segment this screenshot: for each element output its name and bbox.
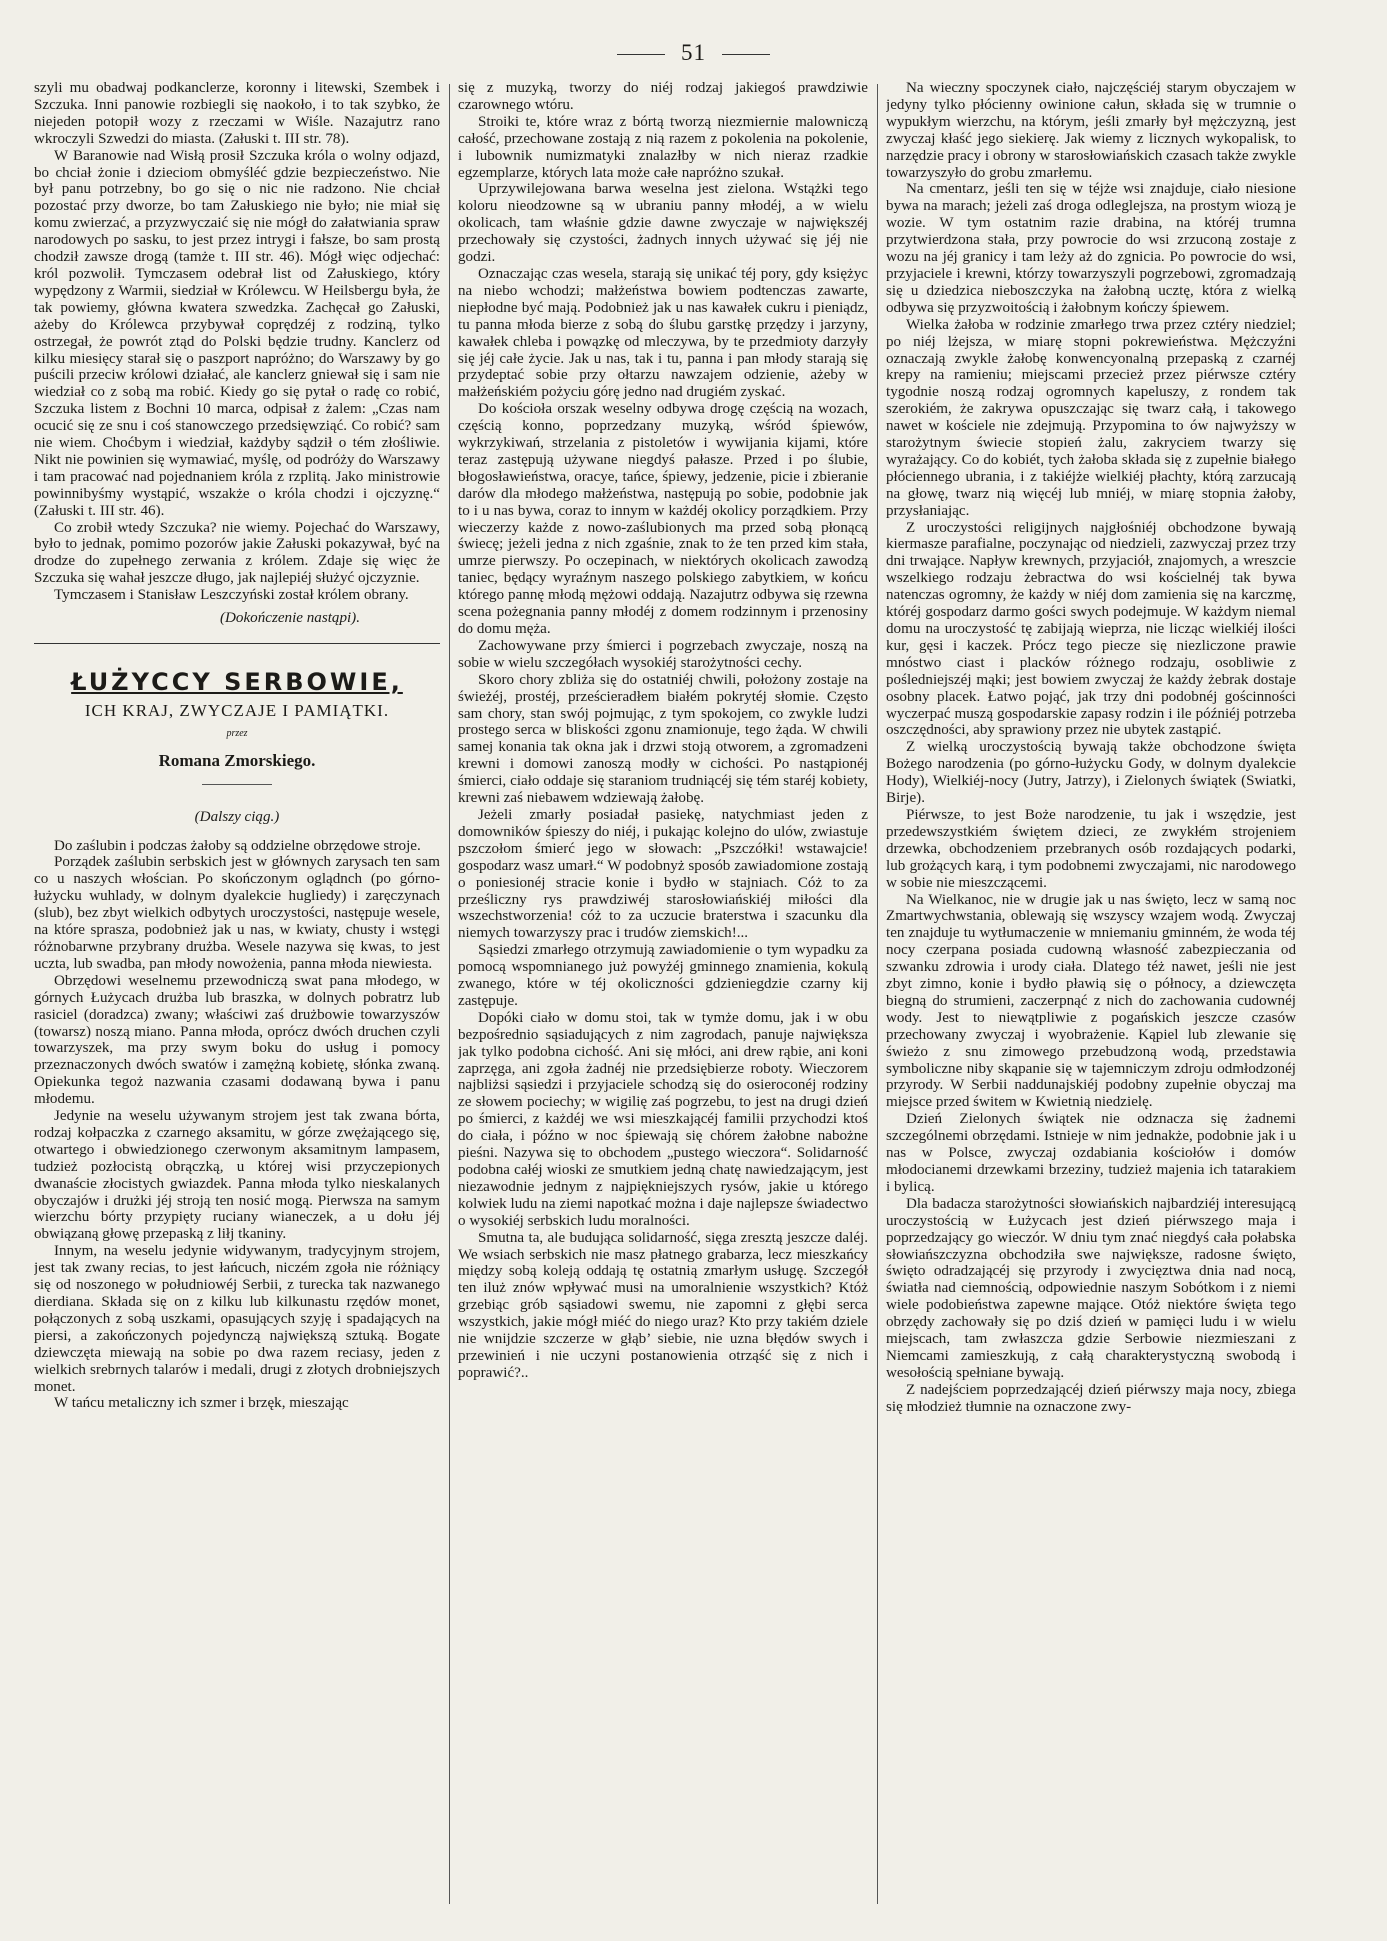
paragraph: Smutna ta, ale budująca solidarność, sięga zresztą jeszcze daléj. We wsiach serbskich nie masz płatnego grabarza, lecz mieszkańcy między sobą koleją oddają tę ostatnią zmarłym usługę. Szczegół ten iluż znów wpływać musi na umoralnienie wszystkich? Któż grzebiąc grób sąsiadowi swemu, nie zapomni z głębi serca wszystkich, jakie mógł miéć do niego uraz? Kto przy takiém dziele nie wnijdzie szczerze w głąb’ siebie, nie uzna błędów swych i przewinień i nie uczyni postanowienia otrząść się z nich i poprawić?.. <box>458 1229 868 1381</box>
paragraph: Uprzywilejowana barwa weselna jest zielona. Wstążki tego koloru nieodzowne są w ubraniu panny młodéj, a w wielu okolicach, tam właśnie gdzie dawne zwyczaje w największéj przechowały się czystości, żadnych innych używać się jéj nie godzi. <box>458 181 868 266</box>
paragraph: Do zaślubin i podczas żałoby są oddzielne obrzędowe stroje. <box>54 837 421 854</box>
paragraph: Na wieczny spoczynek ciało, najczęściéj starym obyczajem w jedyny tylko płócienny owinione całun, składa się w trumnie o wypukłym wierzchu, na którym, jeśli zmarły był mężczyzną, jest zwyczaj kłaść jego siekierę. Jak wiemy z licznych wykopalisk, to narzędzie pracy i obrony w starosłowiańskich czasach także zwykle towarzyszyło do grobu zmarłemu. <box>886 80 1296 181</box>
header-dash-right <box>722 54 770 55</box>
column-1 <box>34 80 440 1910</box>
paragraph: Co zrobił wtedy Szczuka? nie wiemy. Pojechać do Warszawy, było to jednak, pomimo pozorów jakie Załuski pokazywał, być na drodze do zupełnego zerwania z królem. Zdaje się więc że Szczuka się wahał jeszcze długo, jak najlepiéj służyć ojczyznie. <box>34 519 440 587</box>
paragraph: Skoro chory zbliża się do ostatniéj chwili, położony zostaje na świeżéj, prostéj, prześcieradłem białém pokrytéj słomie. Często sam chory, stan swój pojmując, z tym spokojem, co zwykle ludzi prostego serca w bliskości zgonu znamionuje, tego żąda. W chwili samej konania tak okna jak i drzwi stoją otworem, a zgromadzeni krewni i domowi zanoszą modły w cichości. Po nastąpionéj śmierci, ciało oddaje się staraniom trudniącéj się tém staréj kobiety, krewni zaś niebawem wdziewają żałobę. <box>458 671 868 807</box>
paragraph: Obrzędowi weselnemu przewodniczą swat pana młodego, w górnych Łużycach drużba lub braszka, w dolnych pobratrz lub rasiciel (doradzca) zwany; właściwi zaś drużbowie towarzyszów (towarsz) noszą miano. Panna młoda, oprócz dwóch druchen czyli towarzyszek, ma przy swym boku do usług i pomocy przeznaczonych dwóch swatów i zamężną kobietę, słónka zwaną. Opiekunka tegoż nazwania czasami dodawaną bywa i panu młodemu. <box>34 972 440 1108</box>
article-divider <box>34 643 440 644</box>
short-rule <box>202 784 272 785</box>
paragraph: Piérwsze, to jest Boże narodzenie, tu jak i wszędzie, jest przedewszystkiém świętem dzieci, ze zwykłém strojeniem drzewka, obchodzeniem przebranych osób rozdających podarki, lub grożących karą, i tym podobnemi zwyczajami, nic narodowego w sobie nie mieszczącemi. <box>886 806 1296 891</box>
paragraph: Z wielką uroczystością bywają także obchodzone święta Bożego narodzenia (po górno-łużycku Gody, w dolnym dyalekcie Hody), Wielkiéj-nocy (Jutry, Jatrzy), i Zielonych świątek (Swiatki, Birje). <box>886 739 1296 807</box>
page-number: 51 <box>681 40 706 65</box>
paragraph: Z nadejściem poprzedzającéj dzień piérwszy maja nocy, zbiega się młodzież tłumnie na oznaczone zwy- <box>886 1381 1296 1415</box>
paragraph: Na cmentarz, jeśli ten się w téjże wsi znajduje, ciało niesione bywa na marach; jeżeli zaś droga odleglejsza, na prostym wiozą je wozie. W tym ostatnim razie drabina, na któréj trumna przytwierdzona stała, przy powrocie do wsi zrzuconą zostaje z wozu na jéj granicy i tam leży aż do zgnicia. Po powrocie do wsi, przyjaciele i krewni, którzy towarzyszyli pogrzebowi, zgromadzają się u dziedzica nieboszczyka na żałobną ucztę, która z wielką odbywa się przyzwoitością i żałobnym kończy śpiewem. <box>886 181 1296 316</box>
paragraph: Jedynie na weselu używanym strojem jest tak zwana bórta, rodzaj kołpaczka z czarnego aksamitu, w górze zwężającego się, otwartego i obwiedzionego czerwonym aksamitnym lampasem, tudzież pozłocistą obrączką, u której wisi przyczepionych dwanaście złocistych gwiazdek. Panna młoda tylko nieskalanych obyczajów i drużki jéj stroją ten nosić mogą. Pierwsza na samym wierzchu bórty przypięty ruciany wianeczek, a u dołu jéj obwiązaną głowę przepaską z liłj tkaniny. <box>34 1108 440 1243</box>
column-3 <box>886 80 1296 1910</box>
paragraph: Z uroczystości religijnych najgłośniéj obchodzone bywają kiermasze parafialne, poczynając od niedzieli, zazwyczaj przez trzy dni trwające. Napływ krewnych, przyjaciół, znajomych, a wreszcie wszelkiego rodzaju żebractwa do wsi kościelnéj tak bywa natenczas ogromny, że każdy w niéj dom zamienia się na karczmę, któréj gospodarz darmo gości swych podejmuje. W każdym niemal domu na uroczystość tę zabijają wieprza, nie licząc wielkiéj ilości kur, gęsi i kaczek. Prócz tego piecze się niezliczone prawie mnóstwo ciast i placków różnego rodzaju, osobliwie z pośledniejszéj mąki; jest bowiem zwyczaj że każdy żebrak dostaje osobny placek. Łatwo pojąć, jak trzy dni podobnéj gościnności wyczerpać muszą gospodarskie zapasy rodzin i ile późniéj potrzeba oszczędności, aby sprawiony przez nie ubytek zastąpić. <box>886 519 1296 739</box>
paragraph: Jeżeli zmarły posiadał pasiekę, natychmiast jeden z domowników śpieszy do niéj, i pukając kolejno do ulów, zwiastuje pszczołom śmierć jego w słowach: „Pszczółki! wstawajcie! gospodarz wasz umarł.“ W podobnyż sposób zawiadomione zostają o poniesionéj stracie konie i bydło w stajniach. Cóż to za prześliczny rys prawdziwéj starosłowiańskiéj miłości dla wszechstworzenia! cóż to za uczucie braterstwa i szacunku dla niemych towarzyszy prac i trudów ziemskich!... <box>458 806 868 942</box>
page-header <box>0 40 1387 66</box>
paragraph: Tymczasem i Stanisław Leszczyński został królem obrany. <box>54 587 409 604</box>
paragraph: Zachowywane przy śmierci i pogrzebach zwyczaje, noszą na sobie w wielu szczegółach wysokiéj starożytności cechy. <box>458 637 868 671</box>
paragraph: Stroiki te, które wraz z bórtą tworzą niezmiernie malowniczą całość, przechowane zostają z nią razem z pokolenia na pokolenie, i lubownik numizmatyki znalazłby w nich nieraz rzadkie egzemplarze, których lata może całe napróżno szukał. <box>458 113 868 181</box>
column-rule-1 <box>449 84 450 1904</box>
paragraph: W tańcu metaliczny ich szmer i brzęk, mieszając <box>54 1395 349 1412</box>
paragraph: Porządek zaślubin serbskich jest w głównych zarysach ten sam co u naszych włościan. Po skończonym oglądnch (po górno-łużycku wuhlady, w dolnym dyalekcie hugliedy) i zaręczynach (slub), bez zbyt wielkich odbytych uroczystości, następuje wesele, na które sprasza, podobnież jak u nas, w kwiaty, chusty i wstęgi różnobarwne przybrany drużba. Wesele nazywa się kwas, to jest uczta, lub swadba, pan młody nowożenia, panna młoda niewiesta. <box>34 854 440 972</box>
column-rule-2 <box>877 84 878 1904</box>
article-subtitle: ICH KRAJ, ZWYCZAJE I PAMIĄTKI. <box>84 700 390 720</box>
paragraph: Sąsiedzi zmarłego otrzymują zawiadomienie o tym wypadku za pomocą wspomnianego już powyżéj gminnego znamienia, kokulą zwanego, które w téj okoliczności gdzieniegdzie czarny kij zastępuje. <box>458 942 868 1009</box>
paragraph: Na Wielkanoc, nie w drugie jak u nas święto, lecz w samą noc Zmartwychwstania, oblewają się wszyscy wzajem wodą. Zwyczaj ten znajduje tu wytłumaczenie w mniemaniu gminném, że woda téj nocy czerpana posiada cudowną własność zabezpieczania od szwanku zdrowia i urody ciała. Dlatego téż nawet, jeśli nie jest zbyt zimno, konie i bydło pławią się o północy, a dziewczęta biegną do strumieni, zaczerpnąć z nich do zachowania cudownéj wody. Jest to niewątpliwie z pogańskich jeszcze czasów przechowany zwyczaj i wyobrażenie. Kąpiel lub zlewanie się świeżo z snu zimowego przebudzoną wodą, przedstawia symboliczne niby skąpanie się w tajemniczym zdroju odmłodzonéj przyrody. W Serbii naddunajskiéj podobny zupełnie obyczaj ma miejsce przed świtem w Kwietnią niedzielę. <box>886 891 1296 1111</box>
column-2 <box>458 80 868 1910</box>
paragraph: Oznaczając czas wesela, starają się unikać téj pory, gdy księżyc na niebo wchodzi; małżeństwa bowiem podtenczas zawarte, niepłodne być mają. Podobnież jak u nas kawałek cukru i pieniądz, tu panna młoda bierze z sobą do ślubu garstkę przędzy i jarzyny, kawałek chleba i powązkę od mleczywa, by te przedmioty darzyły się jéj całe życie. Jak u nas, tak i tu, panna i pan młody starają się przydeptać sobie przy ołtarzu nawzajem odzienie, ażeby w małżeńskiém pożyciu górę jedno nad drugiém zyskać. <box>458 265 868 401</box>
paragraph: Dopóki ciało w domu stoi, tak w tymże domu, jak i w obu bezpośrednio sąsiadujących z nim zagrodach, panuje największa jak tylko podobna cichość. Ani się młóci, ani drew rąbie, ani koni zaprzęga, ani zgoła żadnéj nie przedsiębierze roboty. Wieczorem najbliżsi sąsiedzi i przyjaciele schodzą się do osieroconéj rodziny ze słowem pociechy; w wigilię zaś pogrzebu, to jest na drugi dzień po śmierci, z każdéj we wsi mieszkającéj familii przychodzi ktoś do ciała, i późno w noc śpiewają się chórem żałobne nabożne pieśni. Nazywa się to obchodem „pustego wieczora“. Solidarność podobna całéj wioski ze smutkiem jedną chatę nawiedzającym, jest niezawodnie jednym z najpiękniejszych rysów, jakie u którego kolwiek ludu na ziemi napotkać można i daje najlepsze świadectwo o wysokiéj serbskich ludu moralności. <box>458 1009 868 1229</box>
paragraph: Wielka żałoba w rodzinie zmarłego trwa przez cztéry niedziel; po niéj lżejsza, w miarę stopni pokrewieństwa. Mężczyźni oznaczają zwykle żałobę konwencyonalną przepaską z czarnéj krepy na ramieniu; miejscami przecież przez piérwsze cztéry tygodnie noszą rodzaj ogromnych kapeluszy, z rondem tak szerokiém, że zakrywa opuszczając się twarz całą, i takowego nawet w kościele nie zdejmują. Przypomina to ów najwyższy w starożytnym świecie stopień żalu, zakryciem twarzy się wyrażający. Co do kobiét, tych żałoba składa się z zupełnie białego płóciennego ubrania, i z takiéjże wielkiéj płachty, którą zarzucają na głowę, twarz nią więcéj lub mniéj, w miarę stopnia żałoby, przysłaniając. <box>886 316 1296 519</box>
continuation-note: (Dokończenie nastąpi). <box>219 610 360 627</box>
article-title: ŁUŻYCCY SERBOWIE, <box>71 668 403 696</box>
article-author: Romana Zmorskiego. <box>158 750 316 770</box>
paragraph: Do kościoła orszak weselny odbywa drogę częścią na wozach, częścią konno, poprzedzany muzyką, wśród śpiewów, wykrzykiwań, strzelania z pistoletów i wywijania kijami, które teraz zastępują używane niegdyś pałasze. Przed i po ślubie, błogosławieństwa, oracye, tańce, śpiewy, jedzenie, picie i zbieranie darów dla młodego małżeństwa, następują po sobie, podobnie jak to i u nas bywa, coraz to innym w każdéj okolicy porządkiem. Przy wieczerzy każde z nowo-zaślubionych ma przed sobą płonącą świecę; jeżeli jedna z nich zgaśnie, znak to że ten przed kim stała, umrze pierwszy. Po oczepinach, w niektórych okolicach zawodzą taniec, będący wyraźnym naszego polskiego zabytkiem, w końcu którego pannę młodą mężowi oddają. Nazajutrz odbywa się rzewna scena pożegnania panny młodéj z domem rodzinnym i przenosiny do domu męża. <box>458 401 868 637</box>
paragraph: się z muzyką, tworzy do niéj rodzaj jakiegoś prawdziwie czarownego wtóru. <box>458 80 868 113</box>
continued-label: (Dalszy ciąg.) <box>194 808 280 825</box>
paragraph: szyli mu obadwaj podkanclerze, koronny i litewski, Szembek i Szczuka. Inni panowie rozbiegli się naokoło, i to tak szybko, że niejeden potopił wozy z rzeczami w Wiśle. Nazajutrz rano wkroczyli Szwedzi do miasta. (Załuski t. III str. 78). <box>34 80 440 147</box>
paragraph: W Baranowie nad Wisłą prosił Szczuka króla o wolny odjazd, bo chciał żonie i dzieciom obmyśléć gdzie bezpieczeństwo. Nie był panu potrzebny, bo go się o nic nie radzono. Nie chciał pozostać przy dworze, bo tam Załuskiego nie było; nie miał się komu zwierzać, a przyzwyczaić się nie mógł do załatwiania spraw narodowych po sasku, to jest przez intrygi i fałsze, bo sam prostą chodził zawsze drogą (tamże t. III str. 46). Mógł więc odjechać: król pozwolił. Tymczasem odebrał list od Załuskiego, który wypędzony z Warmii, siedział w Królewcu. W Heilsbergu była, że tak powiemy, główna kwatera szwedzka. Zachęcał go Załuski, ażeby do Królewca przybywał coprędzéj z rodziną, tylko ostrzegał, że powrót ztąd do Polski będzie trudny. Kanclerz od kilku miesięcy starał się o paszport napróżno; do Warszawy by go puścili przeciw królowi działać, ale kanclerz gniewał się i sam nie wiedział co z sobą ma robić. Kiedy go się pytał o radę co robić, Szczuka listem z Bochni 10 marca, odpisał z żalem: „Czas nam ocucić się ze snu i coś stanowczego przedsięwziąć. Co robić? sam nie wiem. Choćbym i wiedział, każdyby sądził o tém złośliwie. Nikt nie powinien się wymawiać, myślę, od podróży do Warszawy i tam pracować nad pojednaniem króla z rzplitą. Jako ministrowie powinnibyśmy wystąpić, wszakże o króla chodzi i ojczyznę.“ (Załuski t. III str. 46). <box>34 147 440 519</box>
article-by: przez <box>226 727 248 739</box>
paragraph: Innym, na weselu jedynie widywanym, tradycyjnym strojem, jest tak zwany recias, to jest łańcuch, niczém zgoła nie różniący się od noszonego w południowéj Serbii, z turecka tak nazwanego dierdiana. Składa się on z kilku lub kilkunastu rzędów monet, połączonych z sobą uszkami, opasujących szyję i spadających na piersi, a zakończonych pojedynczą największą sztuką. Bogate dziewczęta miewają na sobie po dwa razem reciasy, jeden z wielkich srebrnych talarów i medali, drugi z złotych drobniejszych monet. <box>34 1243 440 1395</box>
header-dash-left <box>617 54 665 55</box>
paragraph: Dla badacza starożytności słowiańskich najbardziéj interesującą uroczystością w Łużycach jest dzień piérwszego maja i poprzedzający go wieczór. W dniu tym znać niegdyś cała połabska słowiańszczyzna obchodziła swe największe, radosne święto, święto odradzającéj się przyrody i zwycięztwa dnia nad nocą, światła nad ciemnością, odpowiednie naszym Sobótkom i z niemi wiele podobieństwa zapewne mające. Otóż niektóre święta tego obrzędy zachowały się po dziś dzień w pamięci ludu i w wielu miejscach, tam zwłaszcza gdzie Serbowie niezmieszani z Niemcami zamieszkują, z całą charakterystyczną swobodą i wesołością spełniane bywają. <box>886 1195 1296 1381</box>
paragraph: Dzień Zielonych świątek nie odznacza się żadnemi szczególnemi obrzędami. Istnieje w nim jednakże, podobnie jak i u nas w Polsce, zwyczaj ozdabiania kościołów i domów młodocianemi drzewkami brzeziny, tudzież majenia ich tatarakiem i bylicą. <box>886 1111 1296 1195</box>
